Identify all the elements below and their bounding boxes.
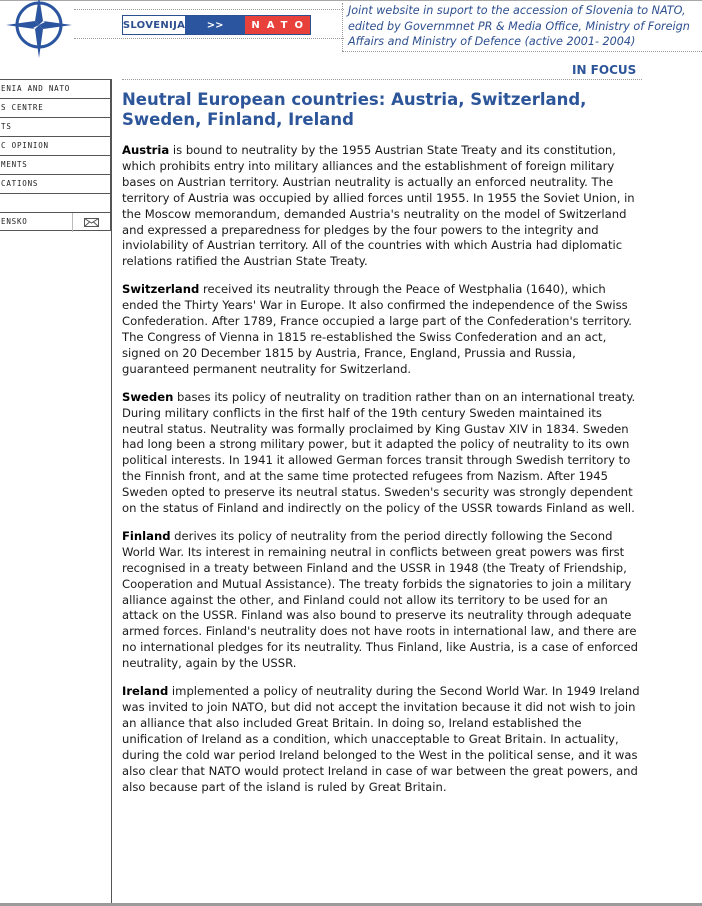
dotted-divider [74,9,344,10]
language-link[interactable]: ENSKO [1,213,73,232]
sidebar-item-publications[interactable]: CATIONS [0,175,110,194]
sidebar-item-documents[interactable]: MENTS [0,156,110,175]
nato-logo-icon[interactable] [4,0,74,60]
paragraph-lead: Austria [122,143,170,157]
dotted-divider [342,3,343,51]
sidebar-item-facts[interactable]: TS [0,118,110,137]
dotted-divider [74,38,344,39]
paragraph-text: implemented a policy of neutrality during the Second World War. In 1949 Ireland was invited to join NATO, but did not accept the invitation because it did not wish to join an alliance that also included Great Britain. In doing so, Ireland established the unification of Ireland as a condition, which unacceptable to Great Britain. In actuality, during the cold war period Ireland belonged to the West in the political sense, and it was also clear that NATO would protect Ireland in case of war between the great powers, and also because part of the island is ruled by Great Britain. [122,684,640,794]
dotted-divider [122,79,642,80]
paragraph-finland [122,529,644,672]
paragraph-text: derives its policy of neutrality from the period directly following the Second World War. Its interest in remaining neutral in conflicts between great powers was first recognised in a treaty between Finland and the USSR in 1948 (the Treaty of Friendship, Cooperation and Mutual Assistance). The treaty forbids the signatories to join a military alliance against the other, and Finland could not allow its territory to be used for an attack on the USSR. Finland was also bound to preserve its neutrality through adequate armed forces. Finland's neutrality does not have roots in international law, and there are no international pledges for its neutrality. Thus Finland, like Austria, is a case of enforced neutrality, again by the USSR. [122,528,638,671]
sidebar-nav [0,79,111,231]
sidebar-item-press-centre[interactable]: S CENTRE [0,99,110,118]
banner-nato: NATO [245,16,310,34]
sidebar-footer-row [0,213,110,232]
paragraph-switzerland [122,282,644,377]
paragraph-text: received its neutrality through the Peace of Westphalia (1640), which ended the Thirty Years' War in Europe. It also confirmed the independence of the Swiss Confederation. After 1789, France occupied a large part of the Confederation's territory. The Congress of Vienna in 1815 re-established the Swiss Confederation and an act, signed on 20 December 1815 by Austria, France, England, Prussia and Russia, guaranteed permanent neutrality for Switzerland. [122,282,632,376]
paragraph-lead: Switzerland [122,282,200,297]
paragraph-sweden [122,390,644,517]
site-description: Joint website in suport to the accession of Slovenia to NATO, edited by Governmnet PR & Media Office, Ministry of Foreign Affairs and Ministry of Defence (active 2001- 2004) [348,4,690,48]
paragraph-lead: Ireland [122,684,169,699]
sidebar-vertical-rule [111,79,112,906]
slovenija-nato-banner[interactable] [122,15,311,35]
article [122,90,644,807]
section-label: IN FOCUS [572,63,637,77]
dotted-divider [342,51,702,52]
sidebar-item-slovenia-and-nato[interactable]: ENIA AND NATO [0,80,110,99]
paragraph-text: bases its policy of neutrality on tradition rather than on an international treaty. During military conflicts in the first half of the 19th century Sweden maintained its neutral status. Neutrality was formally proclaimed by King Gustav XIV in 1834. Sweden had long been a strong military power, but it adapted the policy of neutrality to its own political interests. In 1941 it allowed German forces transit through Swedish territory to the Finnish front, and at the same time protected refugees from Nazism. After 1945 Sweden opted to preserve its neutral status. Sweden's security was strongly dependent on the status of Finland and indirectly on the policy of the USSR towards Finland as well. [122,389,636,516]
paragraph-lead: Sweden [122,389,174,404]
sidebar-item-blank[interactable] [0,194,110,213]
top-rule [0,0,702,1]
banner-slovenija: SLOVENIJA [123,16,185,34]
article-title: Neutral European countries: Austria, Switzerland, Sweden, Finland, Ireland [122,90,587,129]
paragraph-austria [122,143,644,270]
envelope-icon[interactable] [73,213,110,232]
sidebar-item-public-opinion[interactable]: C OPINION [0,137,110,156]
paragraph-text: is bound to neutrality by the 1955 Austrian State Treaty and its constitution, which prohibits entry into military alliances and the establishment of foreign military bases on Austrian territory. Austrian neutrality is actually an enforced neutrality. The territory of Austria was occupied by allied forces until 1955. In 1955 the Soviet Union, in the Moscow memorandum, demanded Austria's neutrality on the model of Switzerland and expressed a preparedness for pledges by the four powers to the integrity and inviolability of Austrian territory. All of the countries with which Austria had diplomatic relations ratified the Austrian State Treaty. [122,143,635,269]
paragraph-lead: Finland [122,528,171,543]
paragraph-ireland [122,684,644,795]
banner-arrows: >> [185,16,245,34]
